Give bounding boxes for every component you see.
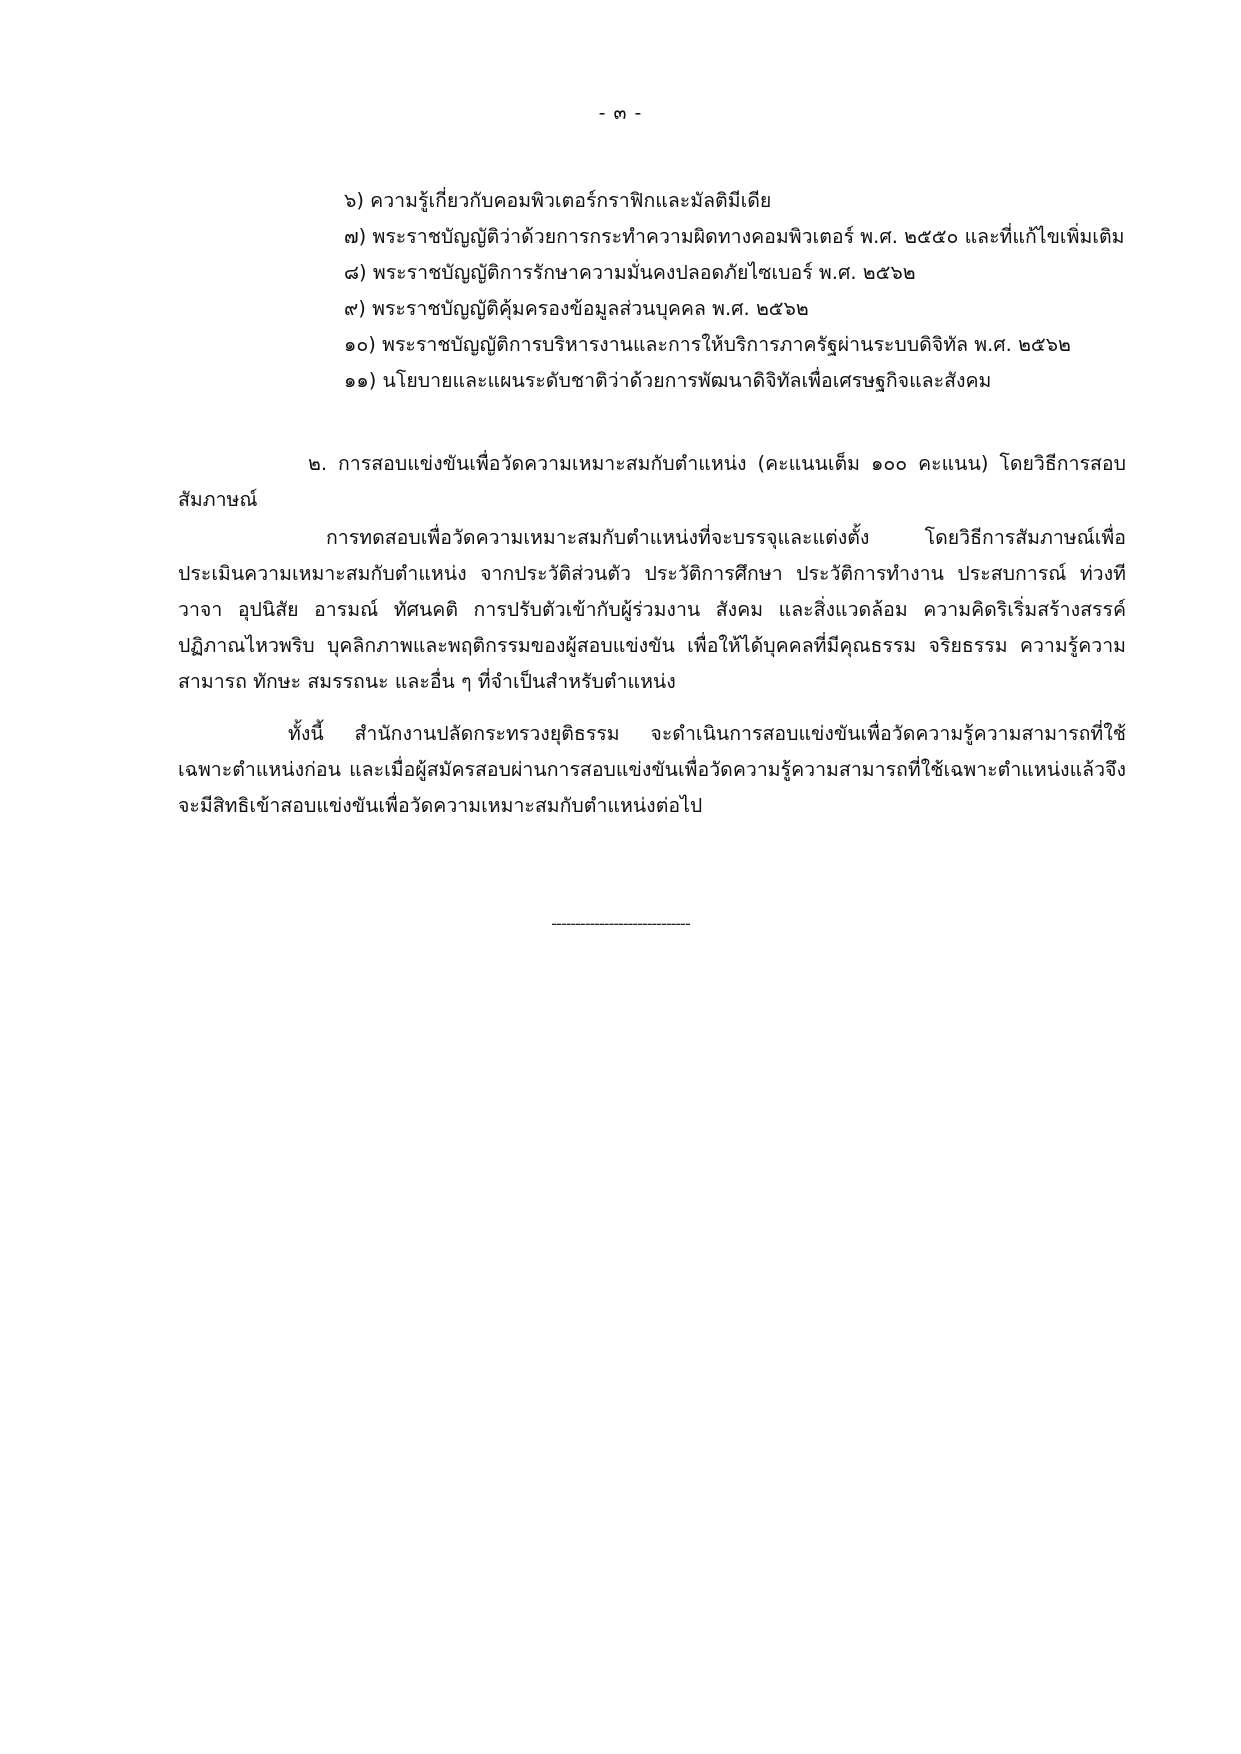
list-item: ๑๑) นโยบายและแผนระดับชาติว่าด้วยการพัฒนาดิจิทัลเพื่อเศรษฐกิจและสังคม <box>344 369 992 392</box>
list-item: ๙) พระราชบัญญัติคุ้มครองข้อมูลส่วนบุคคล พ.ศ. ๒๕๖๒ <box>344 297 809 320</box>
list-item: ๖) ความรู้เกี่ยวกับคอมพิวเตอร์กราฟิกและมัลติมีเดีย <box>344 189 772 212</box>
end-divider: ----------------------------- <box>551 914 690 933</box>
list-item: ๘) พระราชบัญญัติการรักษาความมั่นคงปลอดภัยไซเบอร์ พ.ศ. ๒๕๖๒ <box>344 261 916 284</box>
page-number: - ๓ - <box>598 102 643 124</box>
closing-paragraph: ทั้งนี้ สำนักงานปลัดกระทรวงยุติธรรม จะดำเนินการสอบแข่งขันเพื่อวัดความรู้ความสามารถที่ใช้เฉพาะตำแหน่งก่อน และเมื่อผู้สมัครสอบผ่านการสอบแข่งขันเพื่อวัดความรู้ความสามารถที่ใช้เฉพาะตำแหน่งแล้วจึงจะมีสิทธิเข้าสอบแข่งขันเพื่อวัดความเหมาะสมกับตำแหน่งต่อไป <box>178 722 1126 817</box>
qualification-list <box>344 183 1144 399</box>
interview-paragraph: การทดสอบเพื่อวัดความเหมาะสมกับตำแหน่งที่จะบรรจุและแต่งตั้ง โดยวิธีการสัมภาษณ์เพื่อประเมินความเหมาะสมกับตำแหน่ง จากประวัติส่วนตัว ประวัติการศึกษา ประวัติการทำงาน ประสบการณ์ ท่วงทีวาจา อุปนิสัย อารมณ์ ทัศนคติ การปรับตัวเข้ากับผู้ร่วมงาน สังคม และสิ่งแวดล้อม ความคิดริเริ่มสร้างสรรค์ ปฏิภาณไหวพริบ บุคลิกภาพและพฤติกรรมของผู้สอบแข่งขัน เพื่อให้ได้บุคคลที่มีคุณธรรม จริยธรรม ความรู้ความสามารถ ทักษะ สมรรถนะ และอื่น ๆ ที่จำเป็นสำหรับตำแหน่ง <box>178 526 1126 693</box>
list-item: ๑๐) พระราชบัญญัติการบริหารงานและการให้บริการภาครัฐผ่านระบบดิจิทัล พ.ศ. ๒๕๖๒ <box>344 333 1071 356</box>
section-heading: ๒. การสอบแข่งขันเพื่อวัดความเหมาะสมกับตำแหน่ง (คะแนนเต็ม ๑๐๐ คะแนน) โดยวิธีการสอบสัมภาษณ์ <box>178 452 1126 511</box>
list-item: ๗) พระราชบัญญัติว่าด้วยการกระทำความผิดทางคอมพิวเตอร์ พ.ศ. ๒๕๕๐ และที่แก้ไขเพิ่มเติม <box>344 225 1125 248</box>
